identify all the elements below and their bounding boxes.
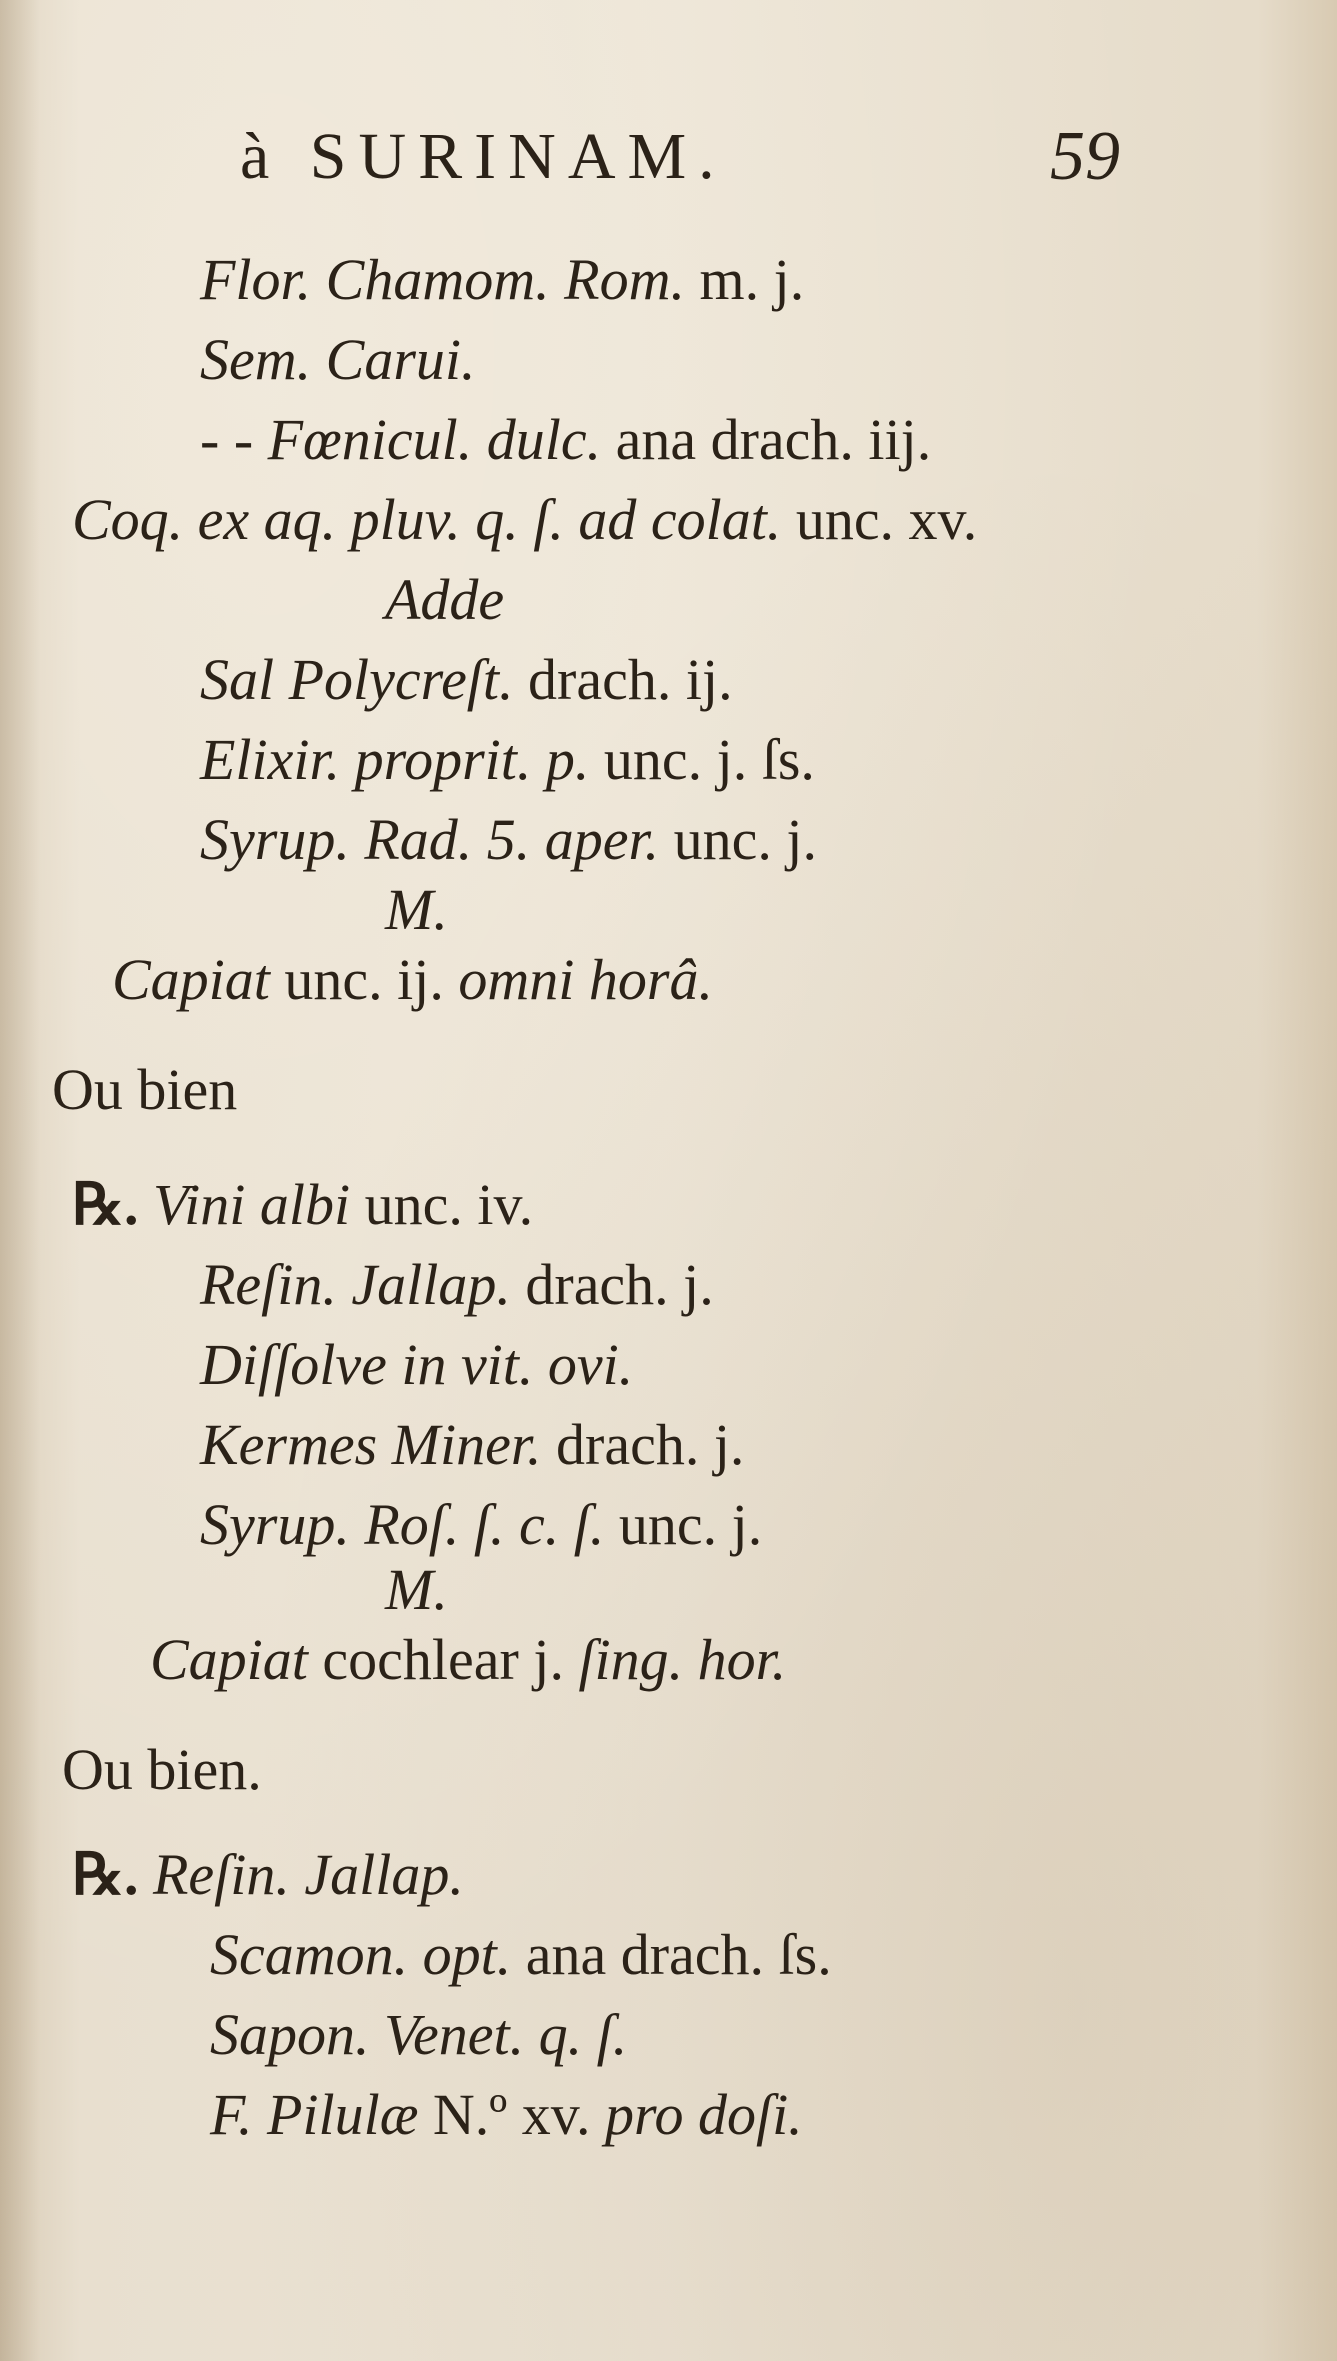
roman-segment: unc. j. bbox=[604, 1492, 763, 1557]
text-line bbox=[210, 2075, 803, 2155]
italic-segment: M. bbox=[385, 877, 448, 942]
roman-segment: N.º xv. bbox=[418, 2082, 606, 2147]
page-gutter-shadow bbox=[0, 0, 40, 2361]
italic-segment: Sal Polycreſt. bbox=[200, 647, 514, 712]
text-line bbox=[200, 1405, 744, 1485]
text-line bbox=[200, 720, 815, 800]
italic-segment: Adde bbox=[385, 567, 505, 632]
text-line bbox=[150, 1620, 786, 1700]
text-line bbox=[200, 240, 804, 320]
text-line bbox=[200, 640, 733, 720]
running-head: à SURINAM. bbox=[240, 120, 727, 193]
italic-segment: Reſin. Jallap. bbox=[200, 1252, 511, 1317]
roman-segment: unc. xv. bbox=[781, 487, 978, 552]
italic-segment: ſing. hor. bbox=[578, 1627, 787, 1692]
text-line bbox=[200, 800, 817, 880]
text-line bbox=[62, 1730, 262, 1810]
text-line bbox=[200, 1485, 762, 1565]
italic-segment: Scamon. opt. bbox=[210, 1922, 512, 1987]
text-line bbox=[200, 1245, 714, 1325]
roman-segment: ana drach. iij. bbox=[601, 407, 932, 472]
roman-segment: drach. j. bbox=[510, 1252, 714, 1317]
italic-segment: Coq. ex aq. pluv. q. ſ. ad colat. bbox=[72, 487, 782, 552]
text-line bbox=[72, 480, 977, 560]
italic-segment: Flor. Chamom. Rom. bbox=[200, 247, 685, 312]
italic-segment: Vini albi bbox=[153, 1172, 351, 1237]
roman-segment: Ou bien bbox=[52, 1057, 238, 1122]
italic-segment: M. bbox=[385, 1557, 448, 1622]
text-line bbox=[385, 560, 504, 640]
roman-segment: unc. iv. bbox=[350, 1172, 534, 1237]
roman-segment: unc. ij. bbox=[269, 947, 459, 1012]
italic-segment: Diſſolve in vit. ovi. bbox=[200, 1332, 634, 1397]
roman-segment: cochlear j. bbox=[307, 1627, 579, 1692]
roman-segment: drach. ij. bbox=[513, 647, 733, 712]
italic-segment: Syrup. Rad. 5. aper. bbox=[200, 807, 660, 872]
italic-segment: Capiat bbox=[150, 1627, 308, 1692]
italic-segment: - - Fœnicul. dulc. bbox=[200, 407, 602, 472]
italic-segment: Syrup. Roſ. ſ. c. ſ. bbox=[200, 1492, 605, 1557]
text-line bbox=[72, 1835, 464, 1915]
text-line bbox=[210, 1915, 832, 1995]
recipe-symbol: ℞. bbox=[72, 1172, 153, 1237]
recipe-symbol: ℞. bbox=[72, 1842, 153, 1907]
italic-segment: omni horâ. bbox=[458, 947, 713, 1012]
text-line bbox=[52, 1050, 237, 1130]
text-line bbox=[200, 400, 931, 480]
roman-segment: m. j. bbox=[684, 247, 805, 312]
text-line bbox=[112, 940, 713, 1020]
text-line bbox=[72, 1165, 533, 1245]
page-number: 59 bbox=[1050, 118, 1120, 195]
roman-segment: Ou bien. bbox=[62, 1737, 262, 1802]
text-line bbox=[200, 320, 476, 400]
page-header bbox=[240, 112, 1120, 202]
roman-segment: unc. j. bbox=[659, 807, 817, 872]
text-line bbox=[200, 1325, 633, 1405]
italic-segment: F. Pilulæ bbox=[210, 2082, 419, 2147]
roman-segment: drach. j. bbox=[541, 1412, 745, 1477]
italic-segment: Elixir. proprit. p. bbox=[200, 727, 590, 792]
roman-segment: unc. j. ſs. bbox=[589, 727, 815, 792]
text-line bbox=[385, 1550, 448, 1630]
italic-segment: Sem. Carui. bbox=[200, 327, 476, 392]
roman-segment: ana drach. ſs. bbox=[511, 1922, 832, 1987]
italic-segment: Kermes Miner. bbox=[200, 1412, 542, 1477]
italic-segment: Capiat bbox=[112, 947, 270, 1012]
text-line bbox=[210, 1995, 627, 2075]
italic-segment: pro doſi. bbox=[605, 2082, 803, 2147]
italic-segment: Reſin. Jallap. bbox=[153, 1842, 464, 1907]
text-line bbox=[385, 870, 448, 950]
italic-segment: Sapon. Venet. q. ſ. bbox=[210, 2002, 628, 2067]
